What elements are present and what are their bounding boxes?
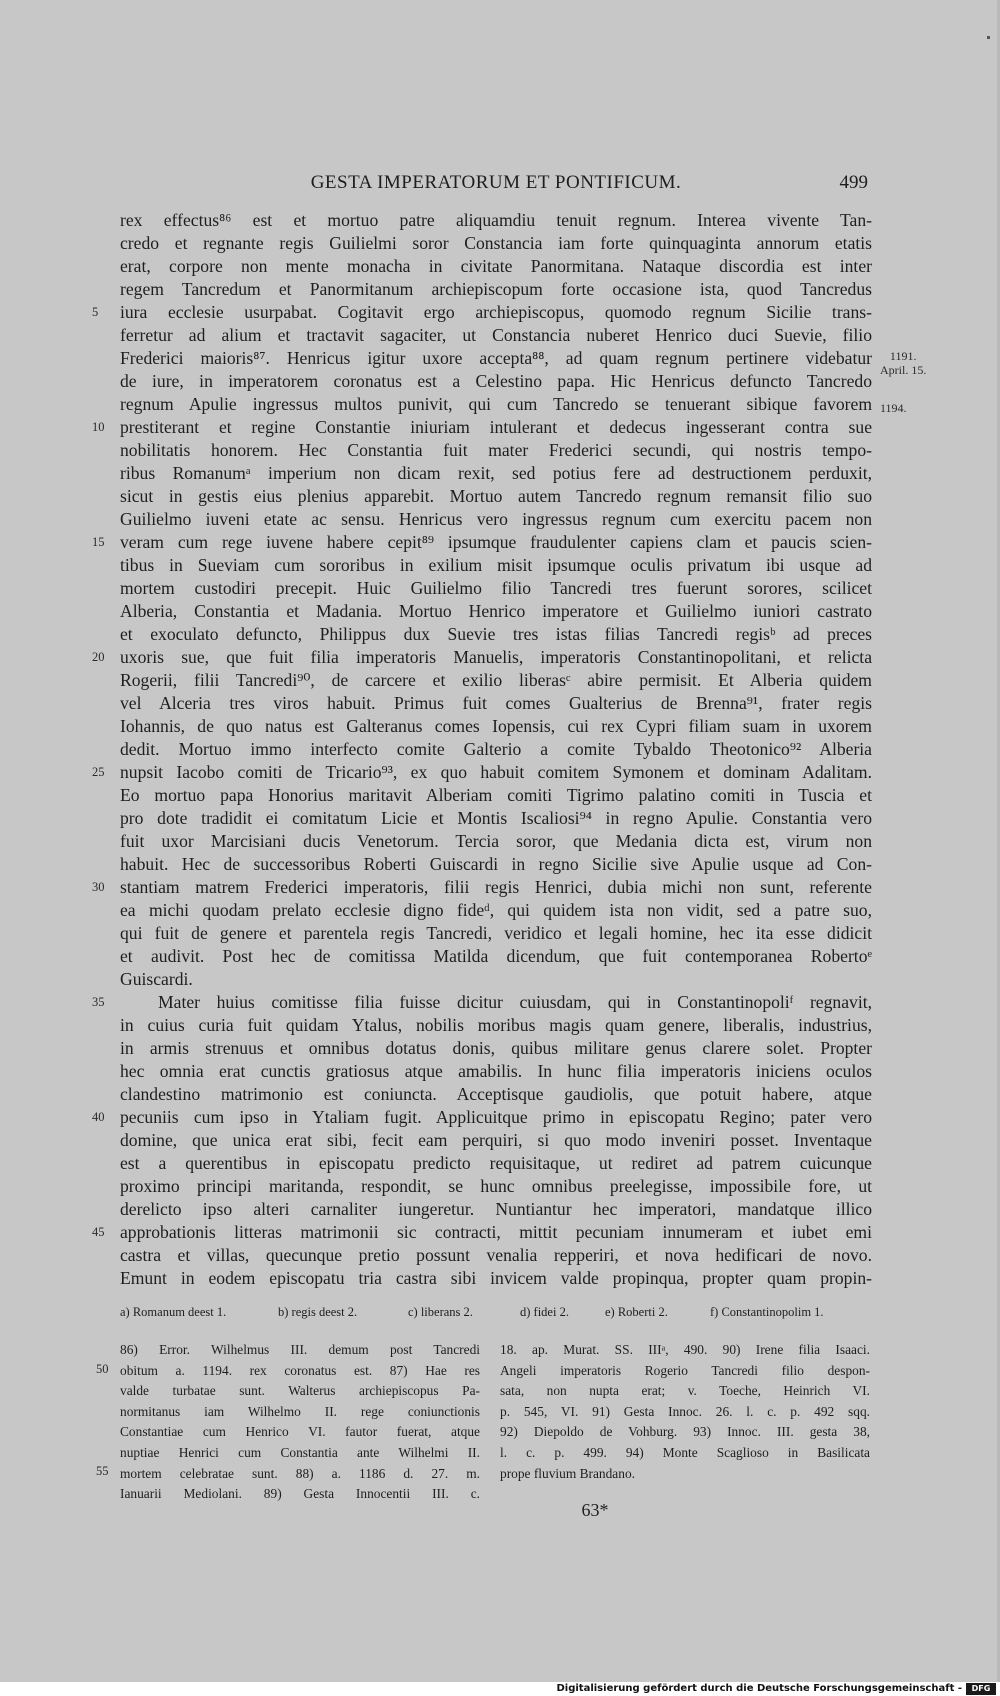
margin-note-date: April. 15. xyxy=(880,363,927,377)
text-line: qui fuit de genere et parentela regis Tancredi, veridico et legali homine, hec ita esse didicit xyxy=(120,923,872,943)
margin-note-year: 1194. xyxy=(880,401,907,415)
scan-mark xyxy=(987,36,990,39)
text-line: Iohannis, de quo natus est Galteranus comes Iopensis, cui rex Cypri filiam suam in uxorem xyxy=(120,716,872,736)
text-line: Rogerii, filii Tancredi⁹⁰, de carcere et exilio liberasᶜ abire permisit. Et Alberia quidem xyxy=(120,670,872,690)
main-text xyxy=(120,209,872,1290)
text-line: Eo mortuo papa Honorius maritavit Alberiam comiti Tigrimo palatino comiti in Tuscia et xyxy=(120,785,872,805)
line-number: 20 xyxy=(92,650,105,664)
text-line: derelicto ipso alteri carnaliter iungeretur. Nuntiantur hec imperatori, mandatque illico xyxy=(120,1199,872,1219)
text-line: Alberia, Constantia et Madania. Mortuo Henrico imperatore et Guilielmo iuniori castrato xyxy=(120,601,872,621)
footnote-line: 18. ap. Murat. SS. IIIᵃ, 490. 90) Irene filia Isaaci. xyxy=(500,1342,870,1357)
text-line: stantiam matrem Frederici imperatoris, filii regis Henrici, dubia michi non sunt, referente xyxy=(120,877,872,897)
footnote-line: Angeli imperatoris Rogerio Tancredi filio despon- xyxy=(500,1362,870,1378)
text-line: et audivit. Post hec de comitissa Matilda dicendum, que fuit contemporanea Robertoᵉ xyxy=(120,946,872,966)
text-line: regem Tancredum et Panormitanum archiepiscopum forte occasione ista, quod Tancredus xyxy=(120,279,872,299)
text-line: de iure, in imperatorem coronatus est a Celestino papa. Hic Henricus defuncto Tancredo xyxy=(120,371,872,391)
funding-credit: Digitalisierung gefördert durch die Deutsche Forschungsgemeinschaft - xyxy=(556,1683,962,1694)
text-line: vel Alceria tres viros habuit. Primus fuit comes Gualterius de Brenna⁹¹, frater regis xyxy=(120,693,872,713)
text-line: Emunt in eodem episcopatu tria castra sibi invicem valde propinqua, propter quam propin- xyxy=(120,1268,872,1288)
text-line: nobilitatis honorem. Hec Constantia fuit mater Frederici secundi, qui nostris tempo- xyxy=(120,440,872,460)
line-number: 35 xyxy=(92,995,105,1009)
footnote-line: l. c. p. 499. 94) Monte Scaglioso in Basilicata xyxy=(500,1444,870,1460)
footnote-line: nuptiae Henrici cum Constantia ante Wilhelmi II. xyxy=(120,1444,480,1460)
apparatus-note: f) Constantinopolim 1. xyxy=(710,1305,824,1319)
footnote-line: prope fluvium Brandano. xyxy=(500,1465,635,1481)
text-line: uxoris sue, que fuit filia imperatoris Manuelis, imperatoris Constantinopolitani, et relicta xyxy=(120,647,872,667)
text-line: proximo principi maritanda, respondit, se hunc omnibus preelegisse, impossibile fore, ut xyxy=(120,1176,872,1196)
text-line: fuit uxor Marcisiani ducis Venetorum. Tercia soror, que Medania dicta est, virum non xyxy=(120,831,872,851)
text-line: erat, corpore non mente monacha in civitate Panormitana. Nataque discordia est inter xyxy=(120,256,872,276)
text-line: est a querentibus in episcopatu predicto requisitaque, ut rediret ad patrem cuicunque xyxy=(120,1153,872,1173)
text-line: Mater huius comitisse filia fuisse dicitur cuiusdam, qui in Constantinopoliᶠ regnavit, xyxy=(158,992,872,1012)
text-line: Guilielmo iuveni etate ac sensu. Henricus vero ingressus regnum cum exercitu pacem non xyxy=(120,509,872,529)
page-header xyxy=(120,172,872,198)
digitization-footer xyxy=(0,1682,1000,1696)
footnote-line: Ianuarii Mediolani. 89) Gesta Innocentii III. c. xyxy=(120,1486,480,1502)
footnote-line: 86) Error. Wilhelmus III. demum post Tancredi xyxy=(120,1342,480,1357)
line-number: 15 xyxy=(92,535,105,549)
text-line: castra et villas, quecunque pretio possunt venalia repperiri, et nova hedificari de novo. xyxy=(120,1245,872,1265)
footnote-line: sata, non nupta erat; v. Toeche, Heinrich VI. xyxy=(500,1383,870,1399)
text-line: ribus Romanumᵃ imperium non dicam rexit, sed potius fere ad destructionem perduxit, xyxy=(120,463,872,483)
line-number: 5 xyxy=(92,305,99,319)
margin-note xyxy=(880,349,926,377)
text-line: hec omnia erat cunctis gratiosus atque amabilis. In hunc filia imperatoris iniciens oculos xyxy=(120,1061,872,1081)
text-line: pecuniis cum ipso in Ytaliam fugit. Applicuitque primo in episcopatu Regino; pater vero xyxy=(120,1107,872,1127)
text-line: et exoculato defuncto, Philippus dux Suevie tres istas filias Tancredi regisᵇ ad preces xyxy=(120,624,872,644)
footnote-line: mortem celebratae sunt. 88) a. 1186 d. 27. m. xyxy=(120,1465,480,1481)
footnote-line: obitum a. 1194. rex coronatus est. 87) Hae res xyxy=(120,1362,480,1378)
footnote-line: normitanus iam Wilhelmo II. rege coniunctionis xyxy=(120,1403,480,1419)
apparatus-note: e) Roberti 2. xyxy=(605,1305,668,1319)
text-line: nupsit Iacobo comiti de Tricario⁹³, ex quo habuit comitem Symonem et dominam Adalitam. xyxy=(120,762,872,782)
running-title: GESTA IMPERATORUM ET PONTIFICUM. xyxy=(310,172,682,193)
text-line: ea michi quodam prelato ecclesie digno fideᵈ, qui quidem ista non vidit, sed a patre suo, xyxy=(120,900,872,920)
line-number: 45 xyxy=(92,1225,105,1239)
text-line: rex effectus⁸⁶ est et mortuo patre aliquamdiu tenuit regnum. Interea vivente Tan- xyxy=(120,210,872,230)
text-line: mortem custodiri precepit. Huic Guilielmo filio Tancredi tres fuerunt sorores, scilicet xyxy=(120,578,872,598)
text-line: ferretur ad alium et tractavit sagaciter, ut Constancia nuberet Henrico duci Suevie, filio xyxy=(120,325,872,345)
apparatus-note: c) liberans 2. xyxy=(408,1305,473,1319)
text-line: Frederici maioris⁸⁷. Henricus igitur uxore accepta⁸⁸, ad quam regnum pertinere videbatur xyxy=(120,348,872,368)
text-line: approbationis litteras matrimonii sic contracti, mittit pecuniam innumeram et iubet emi xyxy=(120,1222,872,1242)
text-line: in armis strenuus et omnibus dotatus donis, quibus militare genus clarere solet. Propter xyxy=(120,1038,872,1058)
critical-apparatus xyxy=(120,1305,872,1325)
footnote-line: p. 545, VI. 91) Gesta Innoc. 26. l. c. p. 492 sqq. xyxy=(500,1403,870,1419)
text-line: Guiscardi. xyxy=(120,969,193,989)
text-line: dedit. Mortuo immo interfecto comite Galterio a comite Tybaldo Theotonico⁹² Alberia xyxy=(120,739,872,759)
text-line: habuit. Hec de successoribus Roberti Guiscardi in regno Sicilie sive Apulie usque ad Con- xyxy=(120,854,872,874)
margin-note-year: 1191. xyxy=(889,349,917,363)
dfg-logo: DFG xyxy=(966,1683,996,1695)
footnote-line: Constantiae cum Henrico VI. fautor fuerat, atque xyxy=(120,1424,480,1440)
text-line: prestiterant et regine Constantie iniuriam intulerant et dedecus ingesserant contra sue xyxy=(120,417,872,437)
page-number: 499 xyxy=(839,172,868,193)
text-line: pro dote tradidit ei comitatum Licie et Montis Iscaliosi⁹⁴ in regno Apulie. Constantia vero xyxy=(120,808,872,828)
text-line: credo et regnante regis Guilielmi soror Constancia iam forte quinquaginta annorum etatis xyxy=(120,233,872,253)
text-line: sicut in gestis eius plenius apparebit. Mortuo autem Tancredo regnum remansit filio suo xyxy=(120,486,872,506)
apparatus-note: a) Romanum deest 1. xyxy=(120,1305,227,1319)
margin-note xyxy=(880,401,907,415)
footnote-line: valde turbatae sunt. Walterus archiepiscopus Pa- xyxy=(120,1383,480,1399)
footnote-line-number: 55 xyxy=(96,1464,109,1478)
footnote-line: 92) Diepoldo de Vohburg. 93) Innoc. III. gesta 38, xyxy=(500,1424,870,1440)
text-line: tibus in Sueviam cum sororibus in exilium misit ipsumque oculis privatum ibi usque ad xyxy=(120,555,872,575)
text-line: iura ecclesie usurpabat. Cogitavit ergo archiepiscopus, quomodo regnum Sicilie trans- xyxy=(120,302,872,322)
footnotes-right-column xyxy=(500,1340,870,1484)
signature-mark: 63* xyxy=(581,1500,609,1520)
line-number: 10 xyxy=(92,420,105,434)
line-number: 40 xyxy=(92,1110,105,1124)
apparatus-note: d) fidei 2. xyxy=(520,1305,569,1319)
footnotes-left-column xyxy=(120,1340,480,1505)
line-number: 25 xyxy=(92,765,105,779)
footnote-line-number: 50 xyxy=(96,1362,109,1376)
text-line: clandestino matrimonio est coniuncta. Acceptisque gaudiolis, que potuit habere, atque xyxy=(120,1084,872,1104)
text-line: veram cum rege iuvene habere cepit⁸⁹ ipsumque fraudulenter capiens clam et paucis scien- xyxy=(120,532,872,552)
text-line: in cuius curia fuit quidam Ytalus, nobilis moribus magis quam genere, liberalis, industrius, xyxy=(120,1015,872,1035)
apparatus-note: b) regis deest 2. xyxy=(278,1305,358,1319)
text-line: regnum Apulie ingressus multos punivit, qui cum Tancredo se tenuerant sibique favorem xyxy=(120,394,872,414)
text-line: domine, que unica erat sibi, fecit eam perquiri, si quo modo inveniri posset. Inventaque xyxy=(120,1130,872,1150)
line-number: 30 xyxy=(92,880,105,894)
